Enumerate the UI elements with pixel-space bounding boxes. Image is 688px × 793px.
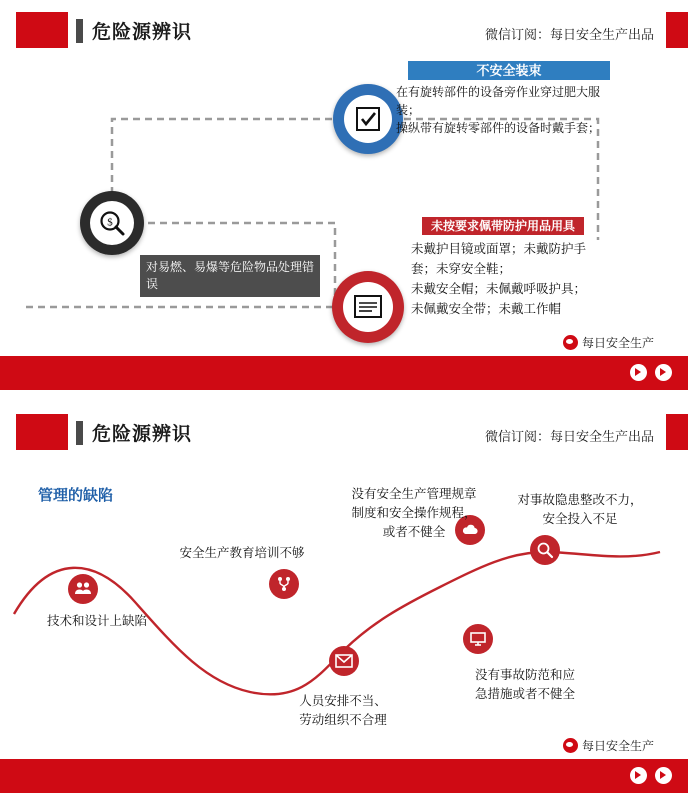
wechat-icon: [563, 335, 578, 350]
slide-divider: [0, 390, 688, 402]
caption-no-emergency-plan: 没有事故防范和应 急措施或者不健全: [474, 668, 575, 701]
subscribe-note: 微信订阅：每日安全生产出品: [484, 27, 654, 42]
page-title: 危险源辨识: [92, 22, 193, 43]
slide-hazard-identification-2: [0, 402, 688, 793]
node-dangerous-goods[interactable]: [80, 191, 144, 255]
svg-text:$: $: [107, 216, 113, 229]
pin-staffing[interactable]: [329, 646, 359, 676]
footer-nav-1[interactable]: [630, 364, 672, 381]
label-dangerous-goods: 对易燃、易爆等危险物品处理错误: [140, 255, 320, 297]
people-icon: [74, 580, 92, 598]
node-ppe-missing[interactable]: [332, 271, 404, 343]
wechat-icon-2: [563, 738, 578, 753]
checkbox-icon: [353, 104, 383, 134]
footer-nav-2[interactable]: [630, 767, 672, 784]
pin-technical-design[interactable]: [68, 574, 98, 604]
slide-hazard-identification-1: [0, 0, 688, 390]
caption-no-regulations: 没有安全生产管理规章 制度和安全操作规程， 或者不健全: [351, 487, 477, 539]
caption-insufficient-investment: 对事故隐患整改不力， 安全投入不足: [517, 493, 643, 526]
footer-wechat-1: 每日安全生产: [563, 334, 654, 351]
slide2-footer: [0, 739, 688, 793]
caption-safety-training: 安全生产教育培训不够: [179, 546, 305, 560]
node-dangerous-goods-inner: [90, 201, 134, 245]
magnifier-dollar-icon: [98, 209, 126, 237]
monitor-icon: [469, 631, 487, 647]
pin-safety-training[interactable]: [269, 569, 299, 599]
search-icon: [536, 541, 554, 559]
page-title-2: 危险源辨识: [92, 424, 193, 445]
section-title: 管理的缺陷: [38, 487, 114, 504]
prev-arrow-icon-2[interactable]: [630, 767, 647, 784]
node-unsafe-clothing[interactable]: [333, 84, 403, 154]
next-arrow-icon[interactable]: [655, 364, 672, 381]
caption-technical-design: 技术和设计上缺陷: [46, 614, 147, 628]
pin-no-emergency-plan[interactable]: [463, 624, 493, 654]
label-ppe-missing: 未按要求佩带防护用品用具: [422, 217, 584, 235]
label-unsafe-clothing: 不安全装束: [408, 61, 610, 80]
prev-arrow-icon[interactable]: [630, 364, 647, 381]
safe-box-icon: [352, 292, 384, 322]
subscribe-note-2: 微信订阅：每日安全生产出品: [484, 429, 654, 444]
pin-insufficient-investment[interactable]: [530, 535, 560, 565]
caption-staffing: 人员安排不当、 劳动组织不合理: [299, 694, 387, 727]
slide1-footer: [0, 336, 688, 390]
node-unsafe-clothing-inner: [344, 95, 392, 143]
footer-wechat-2: 每日安全生产: [563, 737, 654, 754]
next-arrow-icon-2[interactable]: [655, 767, 672, 784]
node-ppe-missing-inner: [343, 282, 393, 332]
branch-icon: [275, 575, 293, 593]
text-unsafe-clothing: 在有旋转部件的设备旁作业穿过肥大服装； 操纵带有旋转零部件的设备时戴手套；: [396, 85, 601, 135]
envelope-icon: [335, 654, 353, 668]
text-ppe-missing: 未戴护目镜或面罩；未戴防护手 套；未穿安全鞋； 未戴安全帽；未佩戴呼吸护具； 未佩戴安全带；未戴工作帽: [411, 242, 587, 316]
